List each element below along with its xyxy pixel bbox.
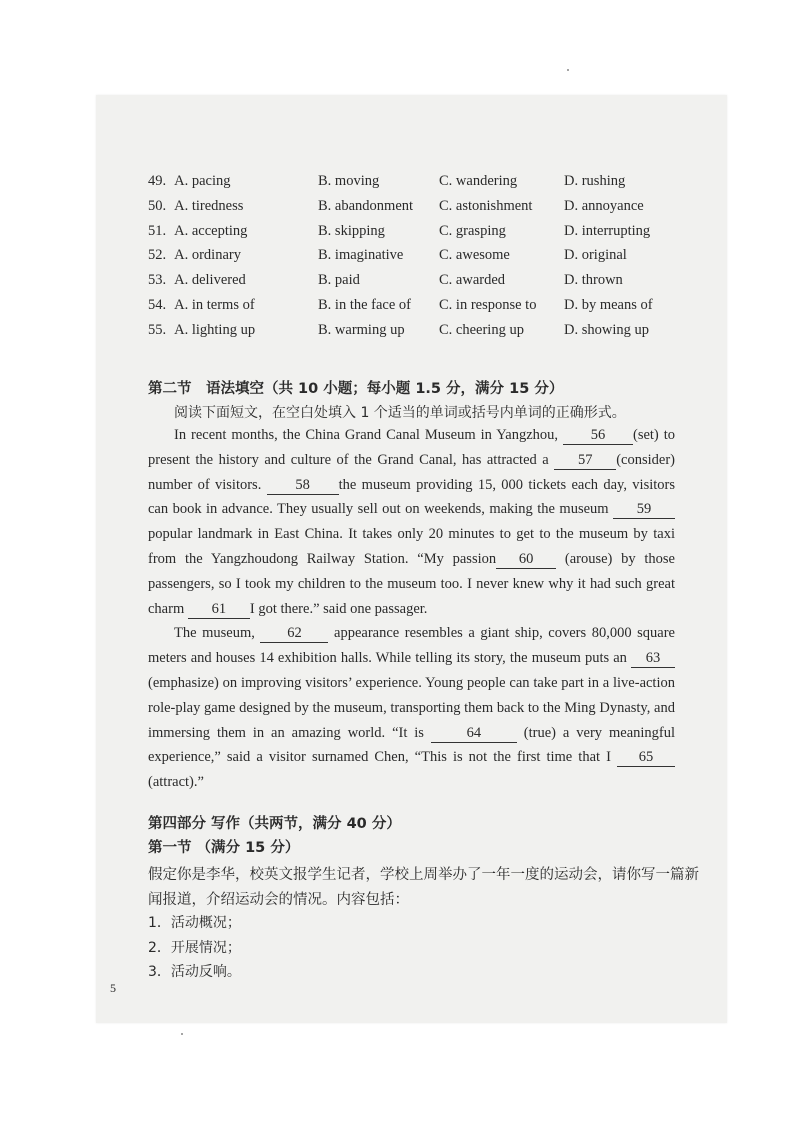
writing-prompt-line-1: 假定你是李华，校英文报学生记者，学校上周举办了一年一度的运动会，请你写一篇新 — [148, 867, 699, 883]
blank-65: 65 — [617, 749, 675, 767]
option-row — [148, 247, 708, 272]
question-and-option-a — [148, 272, 246, 289]
text: (true) a very meaningful experience,” said a visitor surnamed Chen, “This is not the first time that I — [148, 724, 676, 766]
option-list — [148, 173, 708, 347]
option-b: B. skipping — [318, 222, 385, 239]
part4-heading: 第四部分 写作（共两节，满分 40 分） — [148, 816, 401, 832]
question-number: 55. — [148, 321, 167, 338]
question-and-option-a — [148, 247, 241, 264]
option-d: D. showing up — [564, 321, 649, 338]
question-and-option-a — [148, 223, 247, 240]
text: (consider) number of visitors. — [148, 451, 675, 493]
option-row — [148, 297, 708, 322]
option-d: D. interrupting — [564, 222, 651, 239]
blank-56: 56 — [563, 427, 633, 445]
exam-page — [96, 95, 727, 1023]
option-row — [148, 272, 708, 297]
section2-heading: 第二节 语法填空（共 10 小题；每小题 1.5 分，满分 15 分） — [148, 381, 564, 397]
option-b: B. moving — [318, 173, 380, 189]
option-b: B. imaginative — [318, 247, 404, 264]
option-row — [148, 198, 708, 223]
text: In recent months, the China Grand Canal Museum in Yangzhou, — [174, 427, 563, 443]
passage — [148, 423, 675, 795]
option-a: A. tiredness — [174, 197, 244, 214]
blank-64: 64 — [431, 725, 517, 743]
blank-60: 60 — [496, 551, 556, 569]
blank-63: 63 — [631, 650, 675, 668]
question-and-option-a — [148, 198, 243, 215]
writing-prompt-line-2: 闻报道，介绍运动会的情况。内容包括： — [148, 892, 409, 908]
option-a: A. pacing — [174, 173, 231, 189]
option-c: C. grasping — [439, 222, 506, 239]
blank-58: 58 — [267, 477, 339, 495]
question-number: 49. — [148, 173, 167, 189]
option-c: C. awarded — [439, 272, 506, 289]
text: The museum, — [174, 625, 261, 642]
speck — [181, 1033, 183, 1035]
page-number: 5 — [110, 981, 116, 995]
part4-subheading: 第一节 （满分 15 分） — [148, 840, 300, 856]
writing-item-1: 1．活动概况； — [148, 915, 241, 931]
option-d: D. by means of — [564, 296, 653, 313]
option-c: C. cheering up — [439, 321, 524, 338]
option-b: B. paid — [318, 272, 360, 289]
option-c: C. astonishment — [439, 197, 533, 214]
section2-instruction: 阅读下面短文，在空白处填入 1 个适当的单词或括号内单词的正确形式。 — [174, 405, 626, 421]
option-a: A. lighting up — [174, 321, 256, 338]
speck — [567, 69, 569, 71]
option-d: D. thrown — [564, 272, 623, 289]
question-number: 54. — [148, 296, 167, 313]
option-a: A. in terms of — [174, 296, 255, 313]
text: the museum providing 15, 000 tickets each day, visitors can book in advance. They usually sell out on weekends, making the museum — [148, 476, 675, 518]
passage-paragraph-1 — [148, 423, 675, 621]
blank-57: 57 — [554, 452, 616, 470]
question-number: 53. — [148, 272, 167, 289]
question-number: 52. — [148, 247, 167, 264]
option-row — [148, 322, 708, 347]
option-c: C. in response to — [439, 296, 537, 313]
option-d: D. original — [564, 247, 627, 264]
option-b: B. abandonment — [318, 197, 414, 214]
text: (set) to present the history and culture of the Grand Canal, has attracted a — [148, 427, 675, 468]
blank-62: 62 — [260, 625, 328, 643]
option-row — [148, 223, 708, 248]
option-a: A. delivered — [174, 272, 246, 289]
option-d: D. annoyance — [564, 197, 644, 214]
option-c: C. awesome — [439, 247, 510, 264]
question-and-option-a — [148, 173, 231, 190]
writing-item-2: 2．开展情况； — [148, 940, 241, 956]
question-number: 50. — [148, 197, 167, 214]
question-and-option-a — [148, 322, 255, 339]
option-d: D. rushing — [564, 173, 626, 189]
option-a: A. ordinary — [174, 247, 241, 264]
text: popular landmark in East China. It takes only 20 minutes to get to the museum by taxi from the Yangzhoudong Railway Station. “My passion — [148, 526, 675, 567]
writing-item-3: 3．活动反响。 — [148, 964, 241, 980]
blank-59: 59 — [613, 501, 675, 519]
option-b: B. warming up — [318, 321, 405, 338]
passage-paragraph-2 — [148, 621, 675, 795]
option-a: A. accepting — [174, 222, 248, 239]
text: (emphasize) on improving visitors’ experience. Young people can take part in a live-action role-play game designed by the museum, transporting them back to the Ming Dynasty, and immersing them in an amazing world. “It is — [148, 674, 675, 741]
option-row — [148, 173, 708, 198]
blank-61: 61 — [188, 601, 250, 619]
text: appearance resembles a giant ship, covers 80,000 square meters and houses 14 exhibition halls. While telling its story, the museum puts an — [148, 625, 675, 667]
text: (arouse) by those passengers, so I took my children to the museum too. I never knew why it had such great charm — [148, 550, 675, 617]
text: (attract).” — [148, 774, 204, 791]
text: I got there.” said one passager. — [249, 600, 428, 617]
option-c: C. wandering — [439, 173, 518, 189]
option-b: B. in the face of — [318, 296, 412, 313]
question-and-option-a — [148, 297, 255, 314]
question-number: 51. — [148, 222, 167, 239]
